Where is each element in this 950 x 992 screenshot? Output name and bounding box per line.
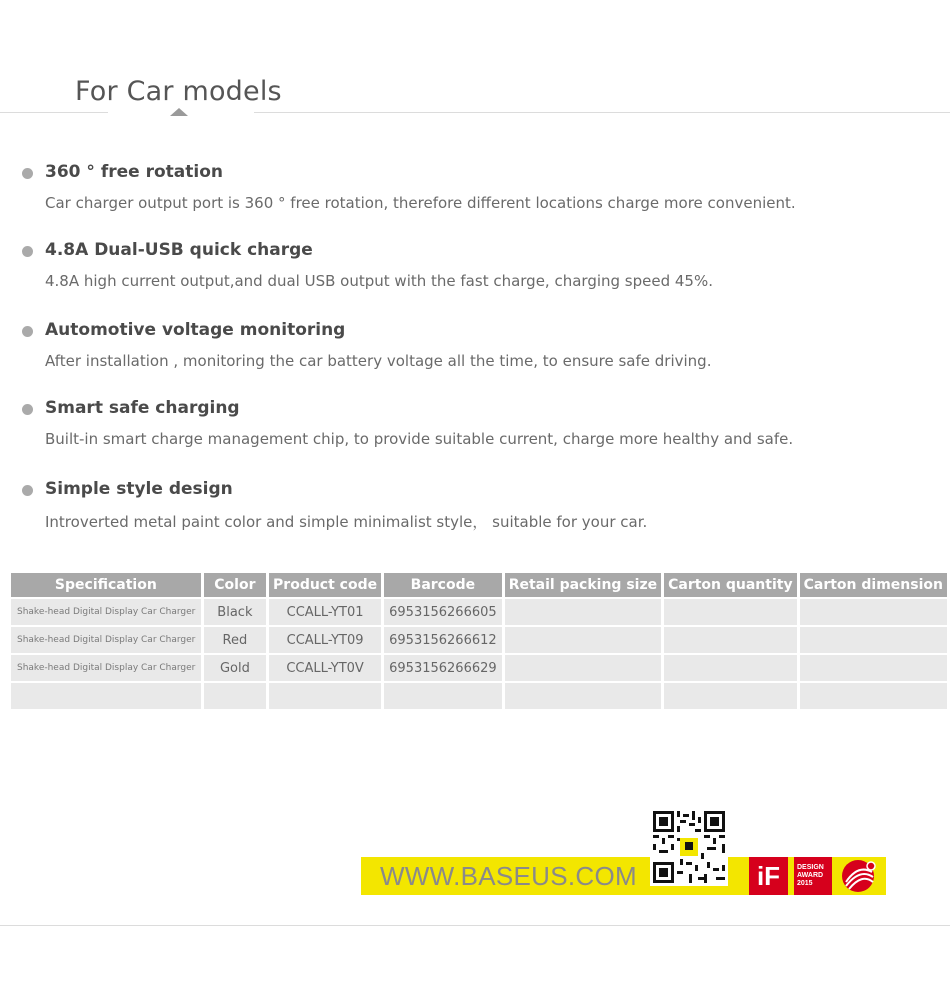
award-line: 2015: [797, 880, 813, 887]
cell-retail-packing-size: [505, 683, 661, 709]
bullet-icon: [22, 246, 33, 257]
table-row: [11, 627, 947, 653]
cell-color: Red: [204, 627, 266, 653]
cell-product-code: CCALL-YT01: [269, 599, 381, 625]
cell-color: Gold: [204, 655, 266, 681]
cell-barcode: [384, 683, 502, 709]
cell-specification: Shake-head Digital Display Car Charger: [11, 655, 201, 681]
header-retail-packing-size: Retail packing size: [505, 573, 661, 597]
award-line: AWARD: [797, 872, 824, 879]
header-barcode: Barcode: [384, 573, 502, 597]
spec-table: [8, 571, 950, 711]
cell-specification: [11, 683, 201, 709]
feature-heading: 4.8A Dual-USB quick charge: [45, 240, 313, 260]
award-line: DESIGN: [797, 864, 824, 871]
if-logo-icon: iF: [749, 857, 788, 895]
cell-retail-packing-size: [505, 627, 661, 653]
cell-barcode: 6953156266629: [384, 655, 502, 681]
cell-carton-dimension: [800, 683, 947, 709]
red-dot-icon: [840, 858, 878, 898]
table-row: [11, 599, 947, 625]
header-product-code: Product code: [269, 573, 381, 597]
bullet-icon: [22, 168, 33, 179]
feature-heading: Automotive voltage monitoring: [45, 320, 346, 340]
cell-product-code: CCALL-YT0V: [269, 655, 381, 681]
page-title: For Car models: [75, 76, 282, 108]
cell-product-code: CCALL-YT09: [269, 627, 381, 653]
qr-code-icon: [650, 808, 728, 886]
feature-description: Introverted metal paint color and simple minimalist style， suitable for your car.: [45, 513, 648, 531]
header-carton-dimension: Carton dimension: [800, 573, 947, 597]
header-carton-quantity: Carton quantity: [664, 573, 797, 597]
feature-description: Car charger output port is 360 ° free rotation, therefore different locations charge more convenient.: [45, 194, 796, 212]
bullet-icon: [22, 485, 33, 496]
cell-product-code: [269, 683, 381, 709]
header-color: Color: [204, 573, 266, 597]
feature-heading: 360 ° free rotation: [45, 162, 223, 182]
cell-barcode: 6953156266612: [384, 627, 502, 653]
cell-barcode: 6953156266605: [384, 599, 502, 625]
feature-description: 4.8A high current output,and dual USB output with the fast charge, charging speed 45%.: [45, 272, 713, 290]
cell-carton-dimension: [800, 599, 947, 625]
cell-carton-quantity: [664, 683, 797, 709]
bullet-icon: [22, 326, 33, 337]
feature-heading: Simple style design: [45, 479, 233, 499]
website-url[interactable]: WWW.BASEUS.COM: [380, 861, 637, 891]
table-row: [11, 655, 947, 681]
caret-up-icon: [170, 108, 188, 116]
feature-description: Built-in smart charge management chip, to provide suitable current, charge more healthy and safe.: [45, 430, 794, 448]
cell-carton-quantity: [664, 655, 797, 681]
footer-divider: [0, 925, 950, 926]
design-award-icon: [794, 857, 832, 895]
cell-carton-quantity: [664, 627, 797, 653]
feature-heading: Smart safe charging: [45, 398, 240, 418]
cell-color: [204, 683, 266, 709]
cell-retail-packing-size: [505, 599, 661, 625]
cell-carton-dimension: [800, 655, 947, 681]
header-specification: Specification: [11, 573, 201, 597]
table-row: [11, 683, 947, 709]
cell-specification: Shake-head Digital Display Car Charger: [11, 599, 201, 625]
cell-carton-dimension: [800, 627, 947, 653]
feature-description: After installation , monitoring the car battery voltage all the time, to ensure safe driving.: [45, 352, 712, 370]
cell-carton-quantity: [664, 599, 797, 625]
cell-specification: Shake-head Digital Display Car Charger: [11, 627, 201, 653]
bullet-icon: [22, 404, 33, 415]
cell-color: Black: [204, 599, 266, 625]
spec-table-header-row: [11, 573, 947, 597]
cell-retail-packing-size: [505, 655, 661, 681]
